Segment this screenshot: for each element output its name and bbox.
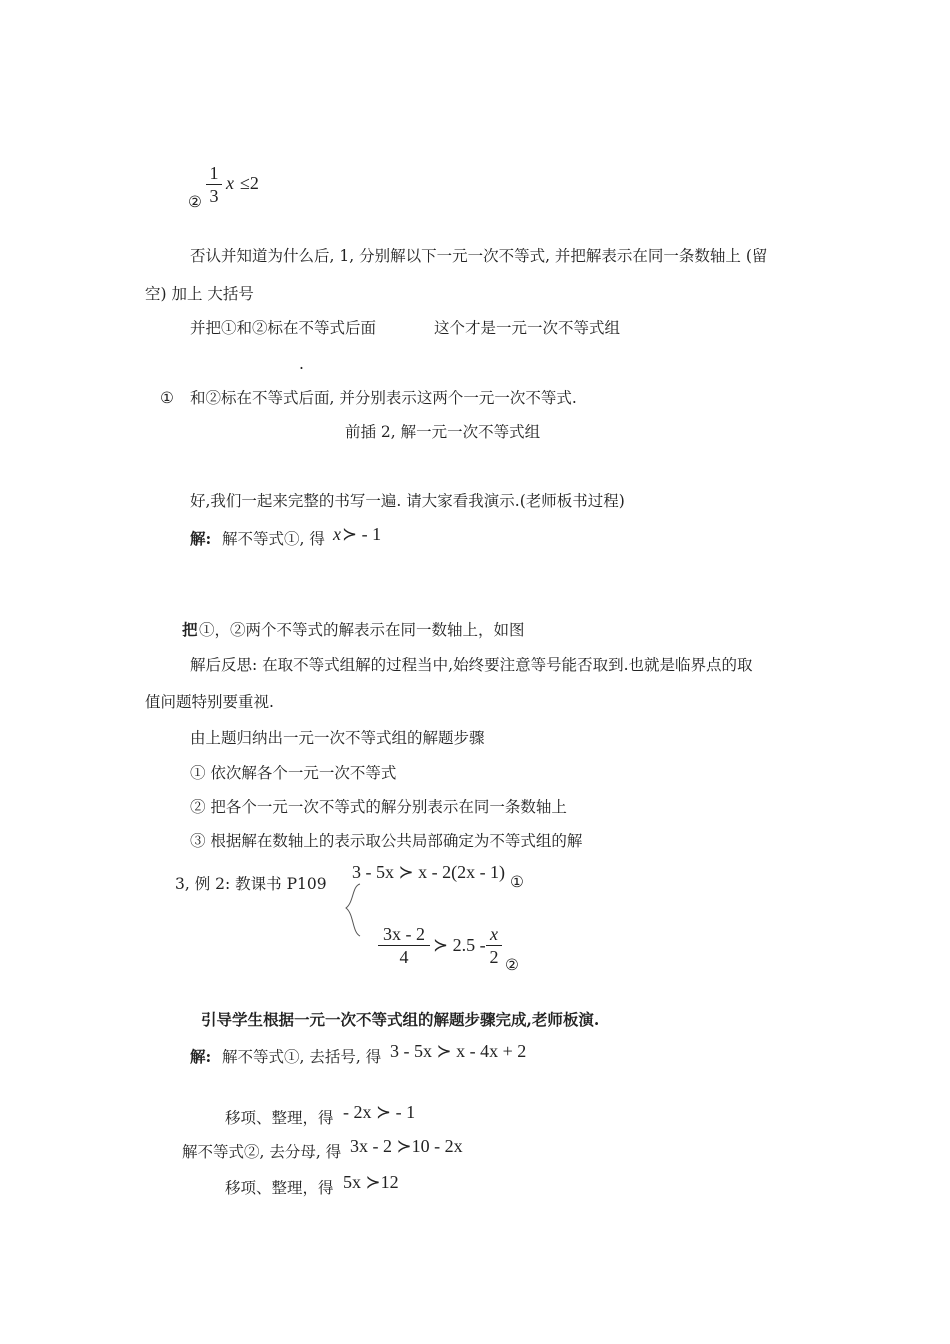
solution-math-var-1: x bbox=[333, 524, 341, 544]
solution-math-1: ≻ - 1 bbox=[342, 524, 382, 544]
ineq2-var: x bbox=[226, 173, 234, 193]
step-2: ② 把各个一元一次不等式的解分别表示在同一条数轴上 bbox=[190, 798, 567, 816]
section-heading: 前插 2, 解一元一次不等式组 bbox=[345, 423, 541, 441]
example-label: 3, 例 2: 教课书 P109 bbox=[175, 875, 327, 893]
solution-text-3: 解不等式②, 去分母, 得 bbox=[182, 1143, 342, 1161]
para2-right: 这个才是一元一次不等式组 bbox=[434, 319, 621, 337]
dot: . bbox=[299, 355, 304, 373]
move-text-2: 移项、整理，得 bbox=[225, 1179, 334, 1197]
system-eq2-numerator2: x bbox=[490, 924, 498, 944]
ineq2-denominator: 3 bbox=[206, 184, 222, 207]
ineq2-fraction bbox=[206, 162, 222, 207]
system-eq1: 3 - 5x ≻ x - 2(2x - 1) bbox=[352, 862, 506, 882]
step-3: ③ 根据解在数轴上的表示取公共局部确定为不等式组的解 bbox=[190, 832, 583, 850]
ineq2-label: ② bbox=[188, 193, 202, 211]
system-eq2-fraction bbox=[378, 923, 430, 968]
ineq2-numerator: 1 bbox=[209, 163, 219, 183]
para4-bold: 把 bbox=[182, 620, 198, 639]
para4-rest: ①，②两个不等式的解表示在同一数轴上，如图 bbox=[199, 621, 525, 639]
para1-line1: 否认并知道为什么后, 1, 分别解以下一元一次不等式, 并把解表示在同一条数轴上 (留 bbox=[190, 247, 768, 265]
para1-line2: 空) 加上 大括号 bbox=[145, 285, 254, 303]
system-eq2-fraction2 bbox=[486, 923, 502, 968]
steps-intro: 由上题归纳出一元一次不等式组的解题步骤 bbox=[190, 729, 485, 747]
reflect-line2: 值问题特别要重视. bbox=[145, 693, 274, 711]
para2-left: 并把①和②标在不等式后面 bbox=[190, 319, 377, 337]
item-number: ① bbox=[160, 389, 174, 407]
system-eq1-mark: ① bbox=[510, 873, 524, 891]
move-math-2: 5x ≻12 bbox=[343, 1172, 399, 1192]
solution-math-3: 3x - 2 ≻10 - 2x bbox=[350, 1136, 463, 1156]
system-eq2-numerator: 3x - 2 bbox=[383, 924, 425, 944]
move-math-1: - 2x ≻ - 1 bbox=[343, 1102, 416, 1122]
solution-text-1: 解不等式①, 得 bbox=[222, 530, 325, 548]
system-eq2-denominator: 4 bbox=[378, 945, 430, 968]
ineq2-op: ≤2 bbox=[240, 173, 259, 193]
solution-label-2: 解: bbox=[190, 1047, 212, 1066]
system-eq2-middle: ≻ 2.5 - bbox=[433, 935, 486, 955]
item-text: 和②标在不等式后面, 并分别表示这两个一元一次不等式. bbox=[190, 389, 577, 407]
solution-math-2: 3 - 5x ≻ x - 4x + 2 bbox=[390, 1041, 527, 1061]
solution-label-1: 解: bbox=[190, 529, 212, 548]
step-1: ① 依次解各个一元一次不等式 bbox=[190, 764, 397, 782]
system-brace-icon bbox=[342, 882, 362, 938]
move-text-1: 移项、整理，得 bbox=[225, 1109, 334, 1127]
system-eq2-denominator2: 2 bbox=[486, 945, 502, 968]
guide-text: 引导学生根据一元一次不等式组的解题步骤完成,老师板演. bbox=[201, 1010, 600, 1029]
reflect-line1: 解后反思: 在取不等式组解的过程当中,始终要注意等号能否取到.也就是临界点的取 bbox=[190, 656, 753, 674]
solution-text-2: 解不等式①, 去括号, 得 bbox=[222, 1048, 382, 1066]
system-eq2-mark: ② bbox=[505, 956, 519, 974]
para3: 好,我们一起来完整的书写一遍. 请大家看我演示.(老师板书过程) bbox=[190, 492, 625, 510]
